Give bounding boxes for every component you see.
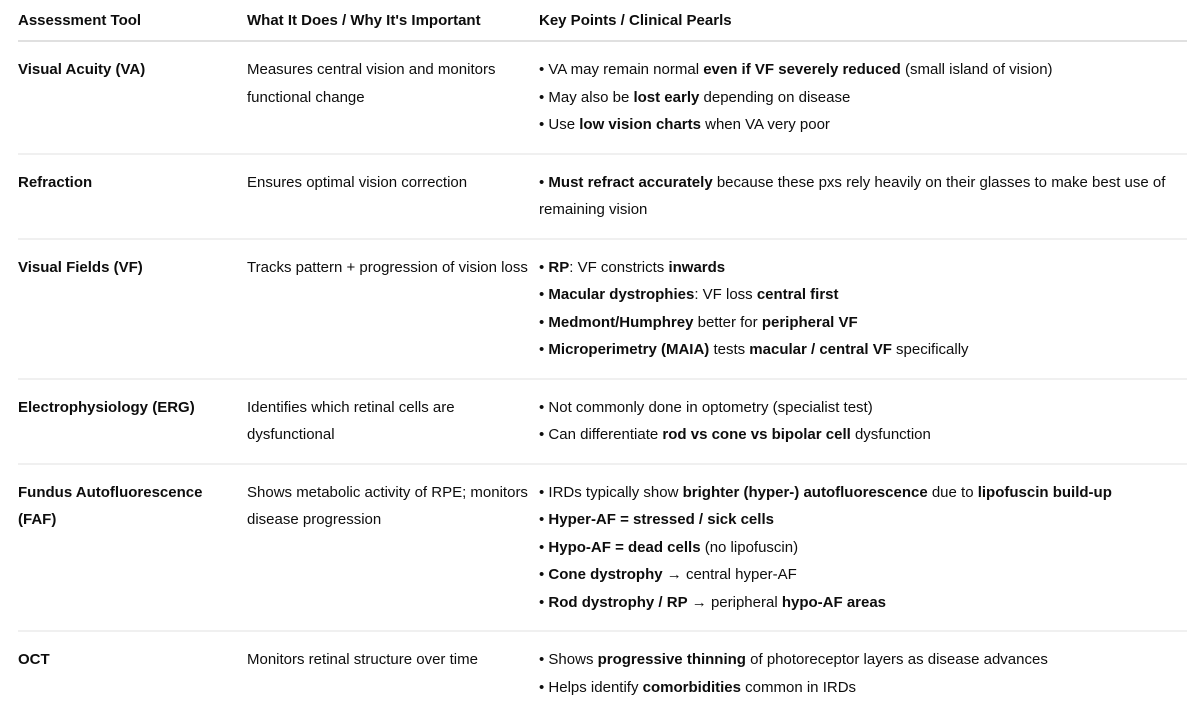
key-point-bullet: • Microperimetry (MAIA) tests macular / central VF specifically (539, 341, 969, 358)
key-point-bullet: • May also be lost early depending on disease (539, 88, 851, 106)
table-row (18, 379, 1187, 464)
cell-purpose: Measures central vision and monitors functional change (247, 41, 539, 154)
cell-tool: Visual Fields (VF) (18, 239, 247, 379)
assessment-table-container (18, 0, 1187, 715)
key-point-bullet: • Not commonly done in optometry (specialist test) (539, 398, 873, 416)
cell-key-points (539, 631, 1187, 715)
cell-key-points (539, 464, 1187, 632)
cell-tool: Fundus Autofluorescence (FAF) (18, 464, 247, 632)
key-point-bullet: • Hypo-AF = dead cells (no lipofuscin) (539, 538, 799, 556)
cell-tool: Electrophysiology (ERG) (18, 379, 247, 464)
cell-tool: Visual Acuity (VA) (18, 41, 247, 154)
key-point-bullet: • Medmont/Humphrey better for peripheral VF (539, 313, 858, 331)
cell-purpose: Shows metabolic activity of RPE; monitors disease progression (247, 464, 539, 632)
cell-purpose: Tracks pattern + progression of vision loss (247, 239, 539, 379)
cell-purpose: Ensures optimal vision correction (247, 154, 539, 239)
key-point-bullet: • Hyper-AF = stressed / sick cells (539, 511, 774, 528)
key-point-bullet: • Use low vision charts when VA very poor (539, 116, 830, 133)
key-point-bullet: • RP: VF constricts inwards (539, 258, 726, 276)
table-row (18, 41, 1187, 154)
cell-tool: OCT (18, 651, 50, 668)
key-point-bullet: • IRDs typically show brighter (hyper-) autofluorescence due to lipofuscin build-up (539, 483, 1112, 501)
table-row (18, 631, 1187, 715)
cell-purpose: Monitors retinal structure over time (247, 651, 478, 668)
table-row (18, 464, 1187, 632)
table-row (18, 154, 1187, 239)
key-point-bullet: • Macular dystrophies: VF loss central first (539, 286, 839, 303)
key-point-bullet: • Must refract accurately because these pxs rely heavily on their glasses to make best use of remaining vision (539, 173, 1166, 218)
key-point-bullet: • VA may remain normal even if VF severely reduced (small island of vision) (539, 61, 1053, 78)
key-point-bullet: • Can differentiate rod vs cone vs bipolar cell dysfunction (539, 426, 931, 443)
table-row (18, 239, 1187, 379)
cell-purpose: Identifies which retinal cells are dysfunctional (247, 379, 539, 464)
header-what-it-does: What It Does / Why It's Important (247, 0, 539, 41)
cell-key-points (539, 154, 1187, 239)
cell-key-points (539, 239, 1187, 379)
header-assessment-tool: Assessment Tool (18, 0, 247, 41)
cell-tool: Refraction (18, 154, 247, 239)
key-point-bullet: • Helps identify comorbidities common in IRDs (539, 678, 857, 696)
cell-key-points (539, 41, 1187, 154)
key-point-bullet: • Shows progressive thinning of photoreceptor layers as disease advances (539, 651, 1048, 668)
table-header-row (18, 0, 1187, 41)
cell-key-points (539, 379, 1187, 464)
header-key-points: Key Points / Clinical Pearls (539, 0, 1187, 41)
key-point-bullet: • Cone dystrophy → central hyper-AF (539, 566, 797, 583)
key-point-bullet: • Rod dystrophy / RP → peripheral hypo-AF areas (539, 593, 887, 611)
assessment-table (18, 0, 1187, 715)
